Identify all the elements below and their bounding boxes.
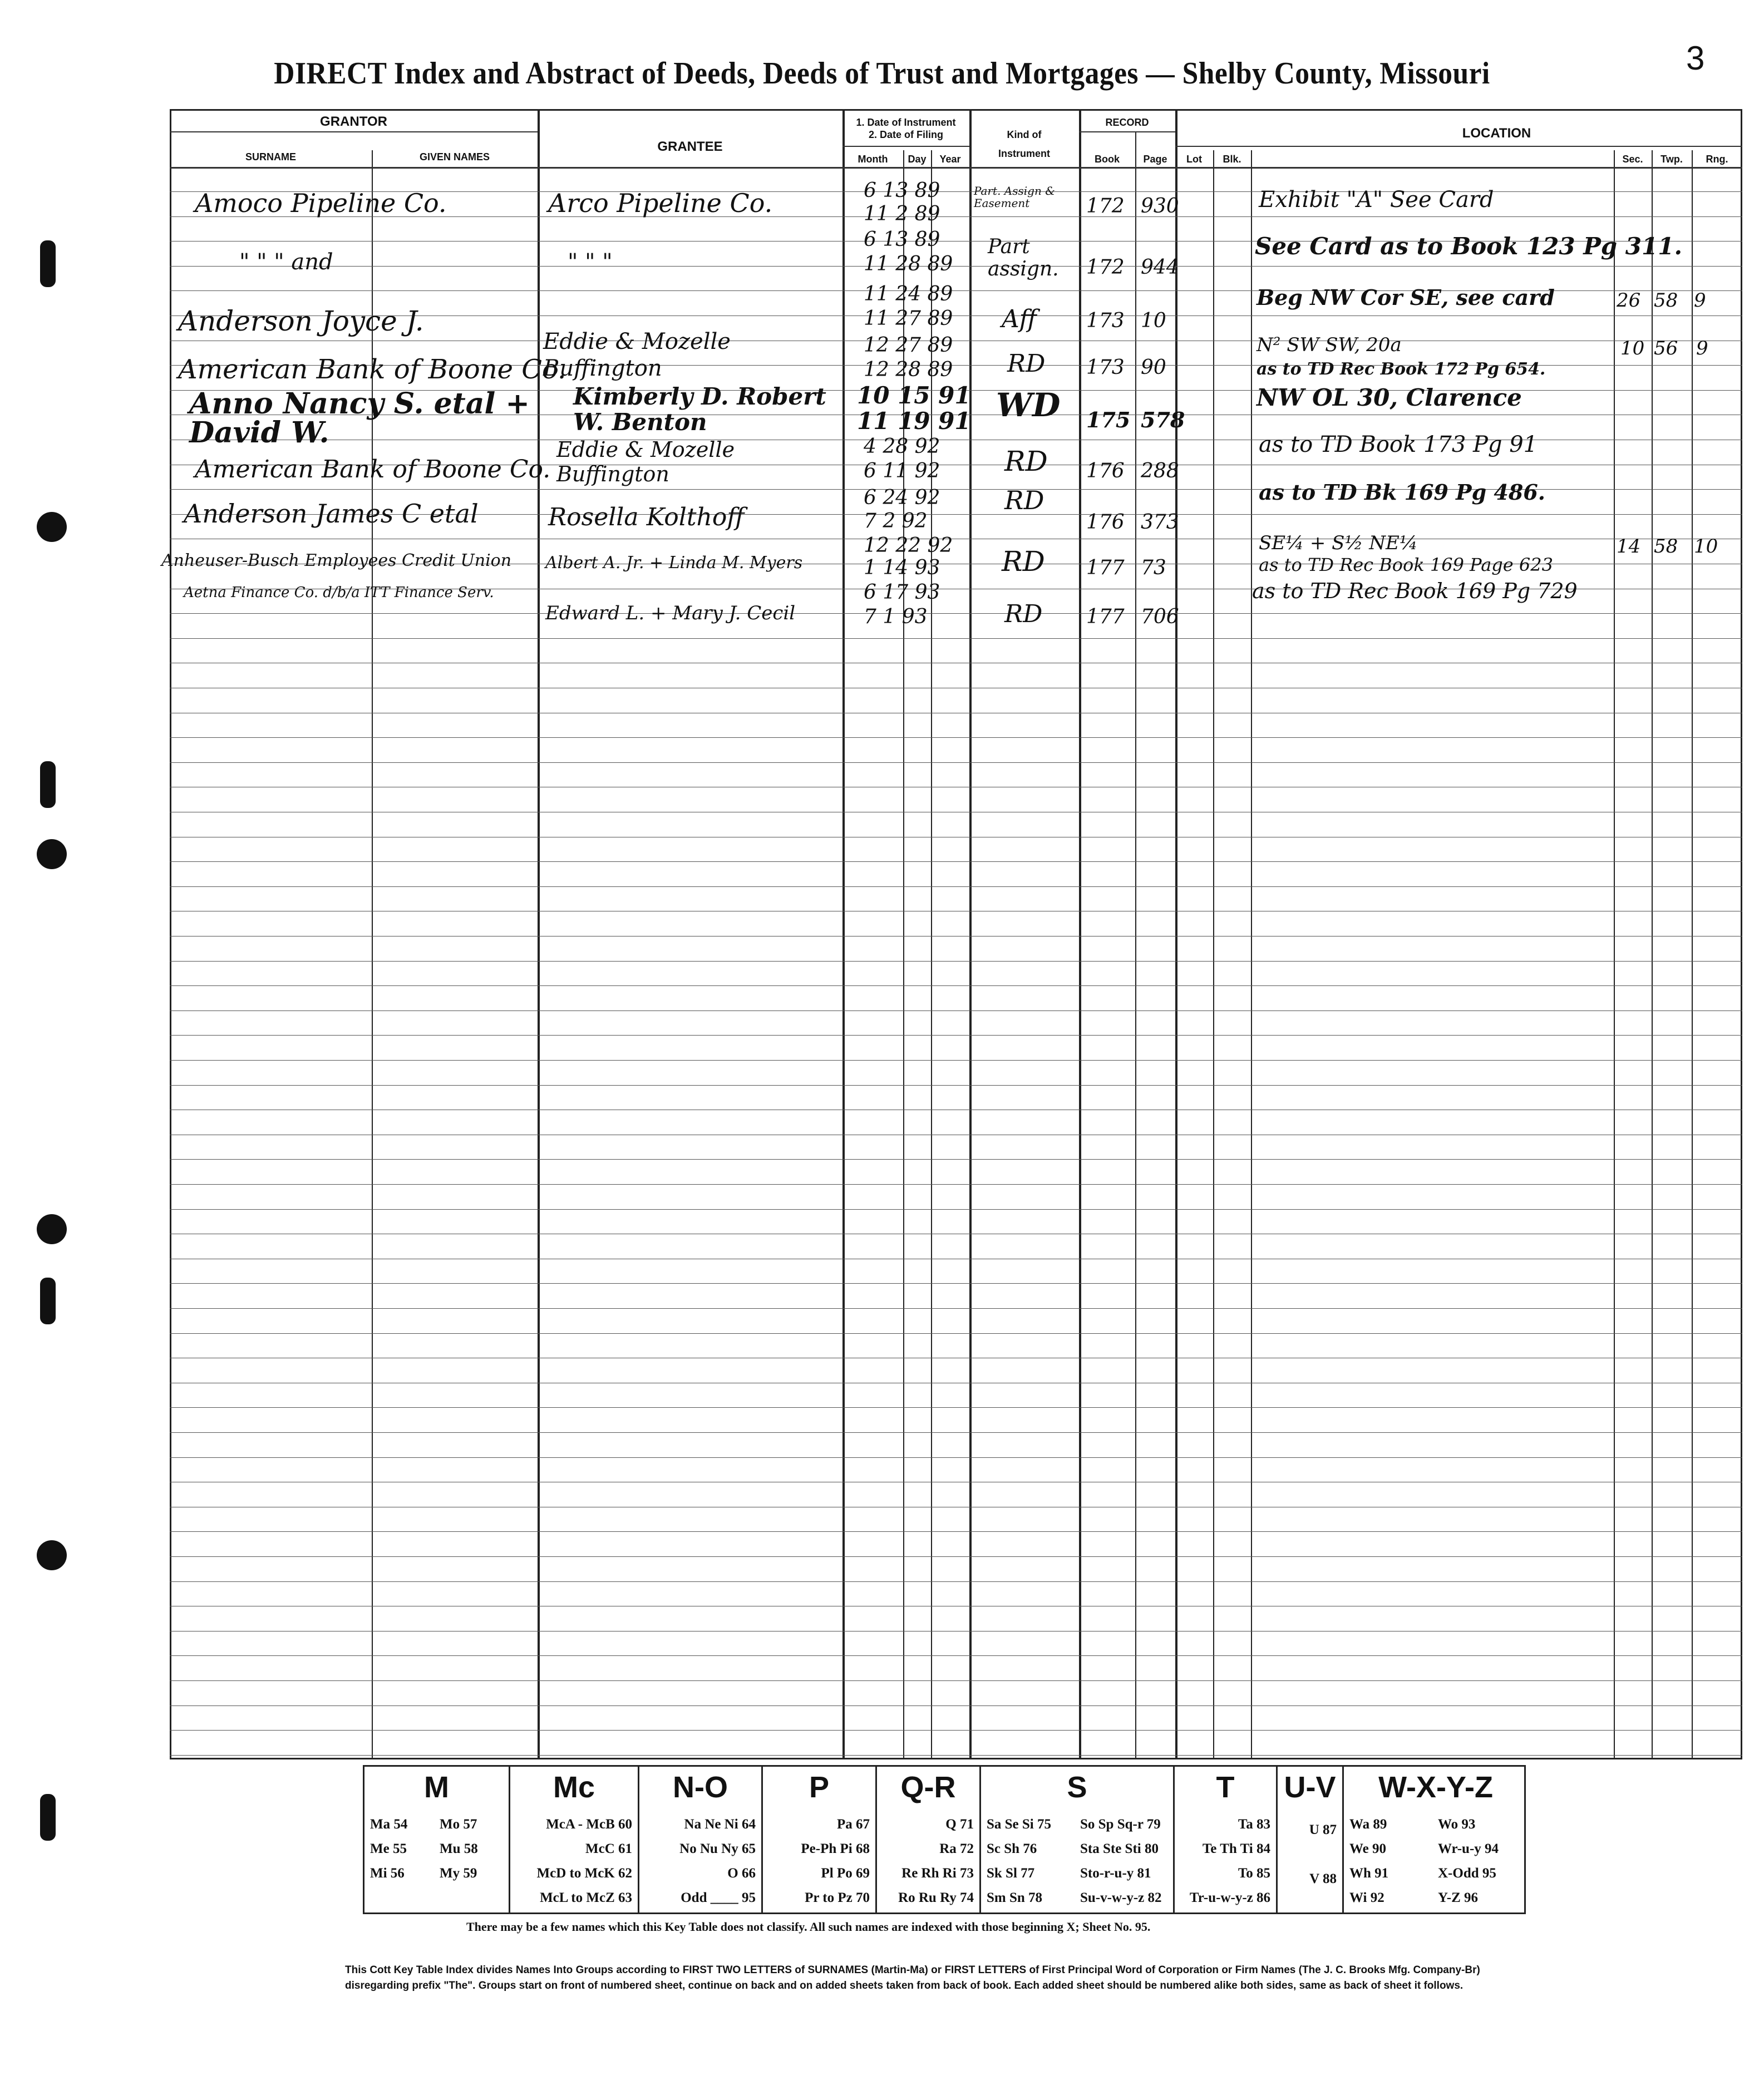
binder-slot-icon — [40, 1278, 56, 1324]
ruled-line — [170, 1333, 1742, 1334]
column-header-grantor: GRANTOR — [320, 114, 387, 129]
key-entry: Ro Ru Ry 74 — [898, 1890, 974, 1905]
key-entry: McD to McK 62 — [536, 1866, 632, 1881]
entry-kind: WD — [996, 386, 1061, 424]
key-entry: Wo 93 — [1438, 1817, 1476, 1832]
entry-date-filing: 6 11 92 — [864, 460, 940, 482]
ruled-line — [170, 1407, 1742, 1408]
entry-page: 10 — [1141, 309, 1166, 332]
column-header-month: Month — [858, 154, 888, 165]
key-entry: Ra 72 — [939, 1841, 974, 1856]
entry-grantor: Anderson James C etal — [184, 499, 479, 529]
column-header-grantee: GRANTEE — [657, 139, 723, 154]
key-group — [763, 1767, 877, 1912]
column-header-twp: Twp. — [1660, 154, 1683, 165]
entry-grantee: Rosella Kolthoff — [548, 503, 745, 531]
key-entry: Sk Sl 77 — [987, 1866, 1035, 1881]
key-group-letter: Mc — [553, 1771, 595, 1804]
entry-page: 73 — [1141, 556, 1166, 579]
binder-slot-icon — [40, 761, 56, 808]
entry-location: as to TD Book 173 Pg 91 — [1259, 432, 1538, 457]
entry-date-instrument: 4 28 92 — [864, 435, 940, 458]
ruled-line — [170, 886, 1742, 887]
entry-grantor: Anderson Joyce J. — [178, 305, 424, 337]
key-group-letter: N-O — [673, 1771, 728, 1804]
footer-line-1: This Cott Key Table Index divides Names Into Groups according to FIRST TWO LETTERS of SURNAMES (Martin-Ma) or FIRST LETTERS of First Principal Word of Corporation or Firm Names (The J. C. Brooks Mfg. Company-Br) — [345, 1964, 1480, 1976]
entry-date-filing: 12 28 89 — [864, 358, 953, 381]
key-group — [1278, 1767, 1344, 1912]
entry-book: 172 — [1086, 256, 1125, 279]
key-entry: Pa 67 — [836, 1817, 870, 1832]
entry-kind: RD — [1004, 600, 1043, 628]
key-entry: Sto-r-u-y 81 — [1080, 1866, 1151, 1881]
ruled-line — [170, 1035, 1742, 1036]
binder-slot-icon — [40, 1794, 56, 1841]
entry-grantor: Aetna Finance Co. d/b/a ITT Finance Serv. — [184, 584, 494, 601]
entry-rng: 9 — [1694, 289, 1706, 312]
entry-location: NW OL 30, Clarence — [1257, 384, 1522, 411]
page-number: 3 — [1686, 40, 1705, 77]
ruled-line — [170, 1085, 1742, 1086]
entry-date-instrument: 12 22 92 — [864, 534, 953, 557]
entry-date-filing: 11 27 89 — [864, 307, 953, 330]
key-entry: Sta Ste Sti 80 — [1080, 1841, 1159, 1856]
entry-page: 944 — [1141, 256, 1179, 279]
key-entry: To 85 — [1238, 1866, 1270, 1881]
key-entry: Ma 54 — [370, 1817, 408, 1832]
entry-date-filing: 7 2 92 — [864, 510, 928, 533]
entry-grantee: Eddie & Mozelle Buffington — [556, 437, 735, 486]
entry-grantor: Amoco Pipeline Co. — [195, 188, 447, 218]
column-header-date-filing: 2. Date of Filing — [868, 129, 943, 140]
entry-grantee: Albert A. Jr. + Linda M. Myers — [545, 553, 803, 573]
column-header-page: Page — [1143, 154, 1167, 165]
entry-page: 373 — [1141, 511, 1179, 534]
column-header-sec: Sec. — [1622, 154, 1643, 165]
key-entry: McA - McB 60 — [546, 1817, 632, 1832]
key-entry: Wr-u-y 94 — [1438, 1841, 1499, 1856]
key-entry: Su-v-w-y-z 82 — [1080, 1890, 1162, 1905]
key-group — [981, 1767, 1175, 1912]
entry-page: 90 — [1141, 356, 1166, 379]
key-table — [363, 1765, 1526, 1914]
key-entry: O 66 — [727, 1866, 756, 1881]
entry-kind: RD — [1007, 349, 1046, 378]
key-entry: Te Th Ti 84 — [1202, 1841, 1270, 1856]
entry-page: 930 — [1141, 195, 1179, 218]
column-header-book: Book — [1095, 154, 1120, 165]
ruled-line — [170, 861, 1742, 862]
key-entry: Wa 89 — [1349, 1817, 1387, 1832]
page-title: DIRECT Index and Abstract of Deeds, Deeds of Trust and Mortgages — Shelby County, Missouri — [274, 56, 1490, 91]
key-entry: No Nu Ny 65 — [679, 1841, 756, 1856]
entry-grantor: American Bank of Boone Co. — [195, 455, 551, 484]
key-group — [364, 1767, 510, 1912]
entry-book: 173 — [1086, 309, 1125, 332]
ruled-line — [170, 1432, 1742, 1433]
column-header-instrument: Instrument — [998, 148, 1050, 159]
ruled-line — [170, 1655, 1742, 1656]
entry-grantor: American Bank of Boone Co. — [178, 354, 566, 385]
key-entry: U 87 — [1309, 1822, 1337, 1837]
entry-kind: RD — [1004, 445, 1048, 477]
entry-book: 176 — [1086, 460, 1125, 482]
key-entry: Mu 58 — [440, 1841, 478, 1856]
entry-book: 173 — [1086, 356, 1125, 379]
entry-twp: 58 — [1654, 535, 1678, 558]
ruled-line — [170, 1680, 1742, 1681]
ruled-line — [170, 638, 1742, 639]
key-entry: Q 71 — [945, 1817, 974, 1832]
column-header-rng: Rng. — [1706, 154, 1728, 165]
column-header-day: Day — [908, 154, 927, 165]
ruled-line — [170, 613, 1742, 614]
key-entry: Mi 56 — [370, 1866, 405, 1881]
entry-rng: 9 — [1696, 337, 1708, 359]
key-entry: Y-Z 96 — [1438, 1890, 1479, 1905]
key-group-letter: W-X-Y-Z — [1378, 1771, 1493, 1804]
entry-book: 177 — [1086, 605, 1125, 628]
ruled-line — [170, 1159, 1742, 1160]
entry-grantor: Anno Nancy S. etal + David W. — [189, 387, 530, 450]
key-group-letter: M — [424, 1771, 449, 1804]
entry-location-note: as to TD Rec Book 172 Pg 654. — [1257, 359, 1546, 379]
ruled-line — [170, 737, 1742, 738]
column-header-blk: Blk. — [1223, 154, 1241, 165]
ruled-line — [170, 985, 1742, 986]
entry-kind: Aff — [1002, 305, 1037, 333]
key-entry: Pl Po 69 — [821, 1866, 870, 1881]
entry-sec: 10 — [1620, 337, 1645, 359]
binder-hole-icon — [37, 1214, 67, 1244]
entry-grantee: Eddie & Mozelle Buffington — [543, 329, 731, 381]
ruled-line — [170, 1531, 1742, 1532]
entry-location: See Card as to Book 123 Pg 311. — [1255, 233, 1683, 260]
entry-location: SE¼ + S½ NE¼ — [1259, 532, 1418, 554]
ruled-line — [170, 266, 1742, 267]
entry-grantee: " " " — [568, 249, 613, 275]
key-entry: Pe-Ph Pi 68 — [801, 1841, 870, 1856]
key-table-note: There may be a few names which this Key Table does not classify. All such names are indexed with those beginning X; Sheet No. 95. — [466, 1920, 1151, 1934]
key-group-letter: Q-R — [900, 1771, 956, 1804]
entry-kind: RD — [1004, 485, 1044, 515]
entry-date-filing: 11 19 91 — [857, 407, 971, 435]
entry-page: 578 — [1141, 407, 1185, 432]
entry-sec: 14 — [1617, 535, 1641, 558]
entry-page: 288 — [1141, 460, 1179, 482]
key-group — [877, 1767, 981, 1912]
ruled-line — [170, 1457, 1742, 1458]
key-entry: Sm Sn 78 — [987, 1890, 1043, 1905]
entry-date-filing: 11 28 89 — [864, 253, 953, 275]
key-entry: Tr-u-w-y-z 86 — [1189, 1890, 1270, 1905]
entry-kind: Part assign. — [988, 235, 1059, 280]
key-entry: Ta 83 — [1238, 1817, 1270, 1832]
ruled-line — [170, 1730, 1742, 1731]
ruled-line — [170, 1283, 1742, 1284]
key-entry: So Sp Sq-r 79 — [1080, 1817, 1161, 1832]
ruled-line — [170, 961, 1742, 962]
ruled-line — [170, 1209, 1742, 1210]
entry-location: Exhibit "A" See Card — [1259, 187, 1494, 213]
entry-grantee: Kimberly D. Robert W. Benton — [573, 383, 826, 436]
key-entry: We 90 — [1349, 1841, 1386, 1856]
key-group — [1344, 1767, 1528, 1912]
key-group-letter: S — [1067, 1771, 1087, 1804]
key-entry: McL to McZ 63 — [540, 1890, 632, 1905]
ruled-line — [170, 1705, 1742, 1706]
key-entry: Mo 57 — [440, 1817, 477, 1832]
key-group — [1175, 1767, 1278, 1912]
key-entry: Na Ne Ni 64 — [684, 1817, 756, 1832]
column-header-given-names: GIVEN NAMES — [419, 151, 490, 162]
key-entry: Pr to Pz 70 — [805, 1890, 870, 1905]
ruled-line — [170, 1060, 1742, 1061]
binder-hole-icon — [37, 839, 67, 869]
entry-kind: RD — [1002, 545, 1045, 578]
key-entry: Wi 92 — [1349, 1890, 1384, 1905]
entry-date-filing: 1 14 93 — [864, 556, 940, 579]
key-group-letter: P — [809, 1771, 830, 1804]
entry-date-instrument: 12 27 89 — [864, 334, 953, 357]
entry-book: 176 — [1086, 511, 1125, 534]
entry-date-instrument: 6 13 89 — [864, 228, 940, 251]
binder-hole-icon — [37, 1540, 67, 1570]
entry-location: Beg NW Cor SE, see card — [1257, 285, 1555, 310]
entry-page: 706 — [1141, 605, 1179, 628]
key-entry: My 59 — [440, 1866, 477, 1881]
key-entry: McC 61 — [585, 1841, 632, 1856]
footer-line-2: disregarding prefix "The". Groups start on front of numbered sheet, continue on back and on added sheets taken from back of book. Each added sheet should be numbered alike both sides, same as back of sheet it follows. — [345, 1980, 1464, 1992]
entry-grantor: " " " and — [239, 249, 333, 275]
column-header-year: Year — [939, 154, 961, 165]
entry-twp: 56 — [1654, 337, 1678, 359]
entry-twp: 58 — [1654, 289, 1678, 312]
entry-sec: 26 — [1617, 289, 1641, 312]
ruled-line — [170, 1184, 1742, 1185]
entry-location-note: as to TD Rec Book 169 Page 623 — [1259, 554, 1553, 575]
binder-hole-icon — [37, 512, 67, 542]
entry-book: 172 — [1086, 195, 1125, 218]
key-entry: Sc Sh 76 — [987, 1841, 1037, 1856]
key-group — [639, 1767, 763, 1912]
entry-date-filing: 7 1 93 — [864, 605, 928, 628]
entry-date-instrument: 10 15 91 — [857, 382, 971, 409]
key-group — [510, 1767, 639, 1912]
entry-date-instrument: 6 24 92 — [864, 486, 940, 509]
key-group-letter: T — [1216, 1771, 1235, 1804]
entry-date-instrument: 11 24 89 — [864, 283, 953, 305]
ruled-line — [170, 1556, 1742, 1557]
entry-book: 175 — [1086, 407, 1131, 432]
entry-date-filing: 11 2 89 — [864, 203, 940, 225]
key-entry: Me 55 — [370, 1841, 407, 1856]
key-entry: V 88 — [1309, 1871, 1337, 1886]
ruled-line — [170, 762, 1742, 763]
column-header-date-instrument: 1. Date of Instrument — [856, 117, 956, 128]
entry-kind: Part. Assign & Easement — [974, 184, 1056, 210]
column-header-lot: Lot — [1186, 154, 1202, 165]
entry-grantor: Anheuser-Busch Employees Credit Union — [161, 551, 512, 570]
ruled-line — [170, 1308, 1742, 1309]
column-header-record: RECORD — [1105, 117, 1149, 128]
ruled-line — [170, 1581, 1742, 1582]
key-entry: X-Odd 95 — [1438, 1866, 1496, 1881]
column-header-surname: SURNAME — [245, 151, 296, 162]
key-entry: Re Rh Ri 73 — [901, 1866, 974, 1881]
key-entry: Odd ____ 95 — [681, 1890, 756, 1905]
entry-location: as to TD Bk 169 Pg 486. — [1259, 480, 1545, 505]
entry-date-instrument: 6 17 93 — [864, 581, 940, 604]
entry-location: N² SW SW, 20a — [1257, 334, 1402, 356]
entry-date-instrument: 6 13 89 — [864, 179, 940, 202]
column-header-kind-of: Kind of — [1007, 129, 1042, 140]
key-entry: Sa Se Si 75 — [987, 1817, 1052, 1832]
entry-grantee: Edward L. + Mary J. Cecil — [545, 602, 796, 624]
binder-slot-icon — [40, 240, 56, 287]
entry-rng: 10 — [1694, 535, 1718, 558]
entry-location: as to TD Rec Book 169 Pg 729 — [1252, 579, 1578, 603]
ruled-line — [170, 1755, 1742, 1756]
column-header-location: LOCATION — [1462, 126, 1531, 141]
key-entry: Wh 91 — [1349, 1866, 1389, 1881]
key-group-letter: U-V — [1284, 1771, 1336, 1804]
entry-grantee: Arco Pipeline Co. — [548, 188, 773, 218]
entry-book: 177 — [1086, 556, 1125, 579]
